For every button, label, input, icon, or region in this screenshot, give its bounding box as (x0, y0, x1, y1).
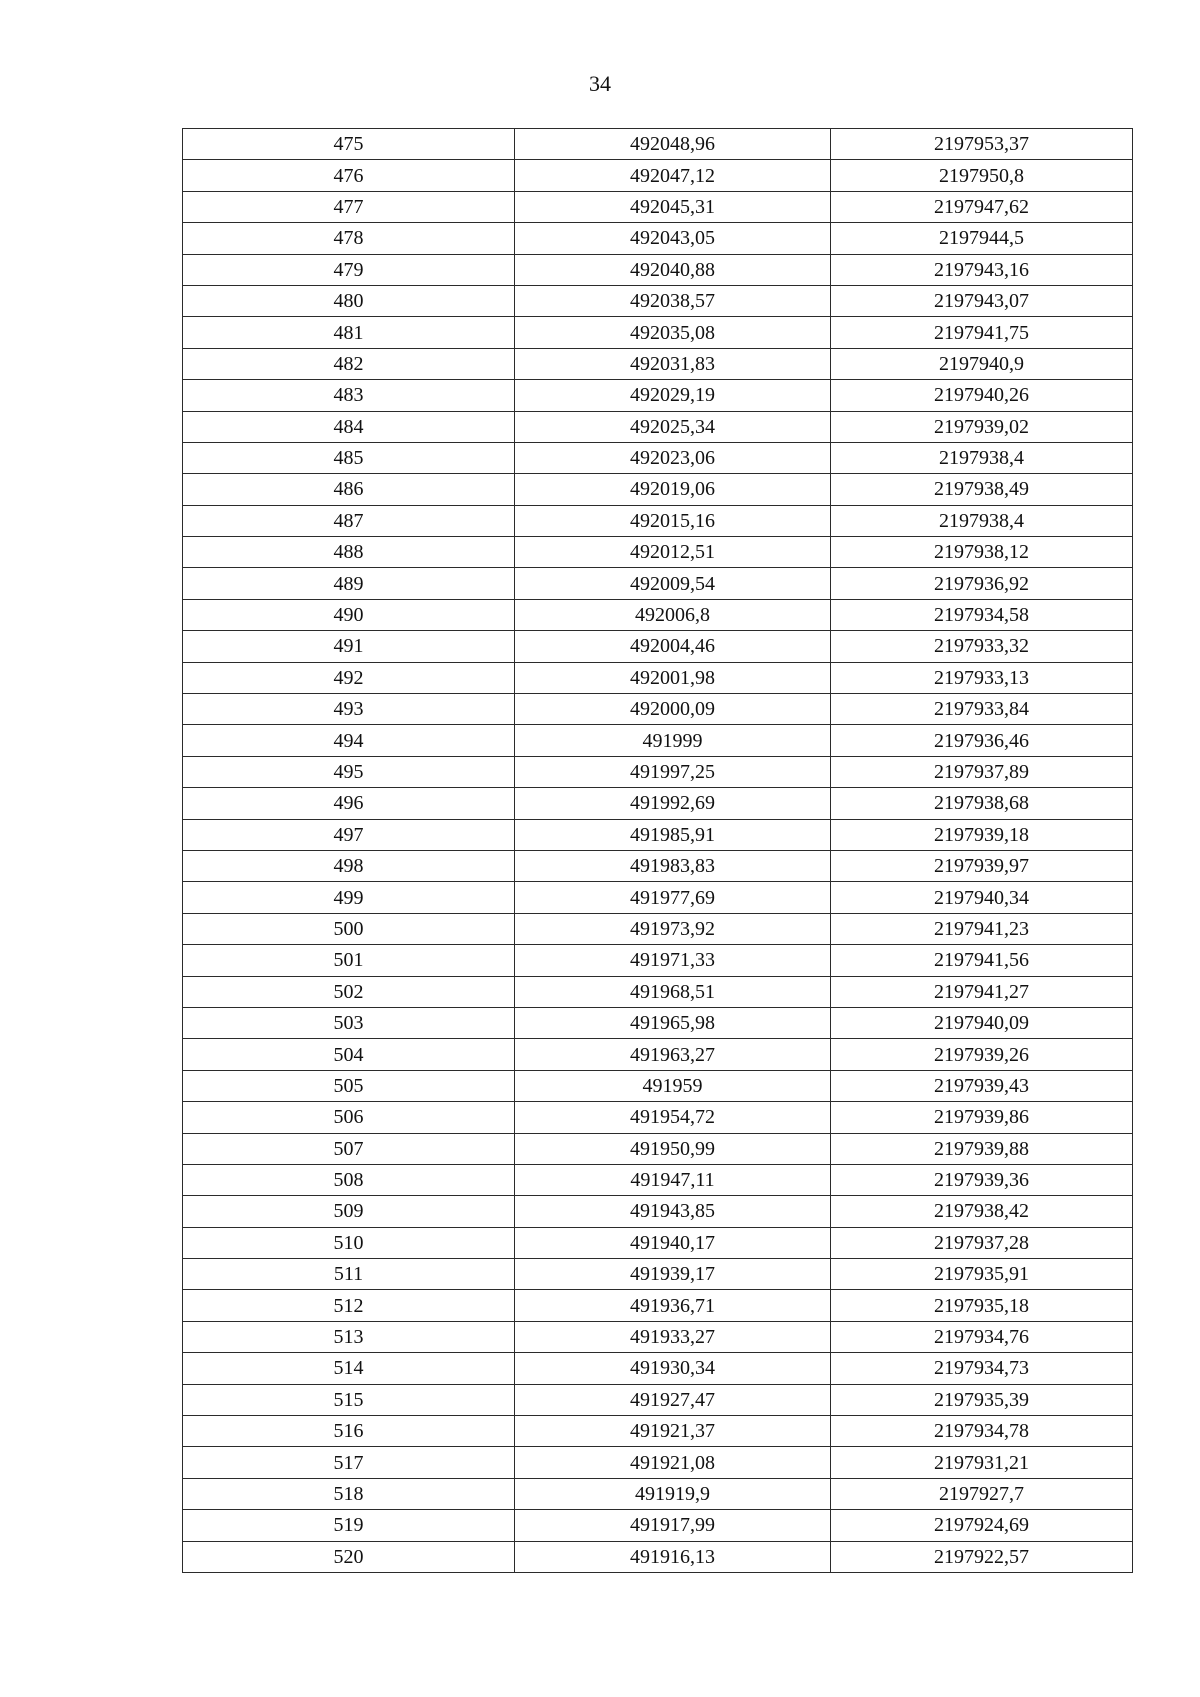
point-number-cell: 509 (183, 1196, 515, 1227)
table-row (183, 1164, 1133, 1195)
table-row (183, 694, 1133, 725)
table-row (183, 662, 1133, 693)
x-coordinate-cell: 492023,06 (515, 442, 831, 473)
x-coordinate-cell: 491916,13 (515, 1541, 831, 1572)
table-row (183, 1384, 1133, 1415)
table-row (183, 1321, 1133, 1352)
point-number-cell: 511 (183, 1259, 515, 1290)
coordinates-table-body (183, 129, 1133, 1573)
y-coordinate-cell: 2197941,27 (831, 976, 1133, 1007)
x-coordinate-cell: 492040,88 (515, 254, 831, 285)
x-coordinate-cell: 491963,27 (515, 1039, 831, 1070)
table-row (183, 1196, 1133, 1227)
point-number-cell: 497 (183, 819, 515, 850)
x-coordinate-cell: 492047,12 (515, 160, 831, 191)
x-coordinate-cell: 491921,08 (515, 1447, 831, 1478)
y-coordinate-cell: 2197936,92 (831, 568, 1133, 599)
y-coordinate-cell: 2197939,18 (831, 819, 1133, 850)
y-coordinate-cell: 2197931,21 (831, 1447, 1133, 1478)
y-coordinate-cell: 2197927,7 (831, 1478, 1133, 1509)
table-row (183, 1133, 1133, 1164)
y-coordinate-cell: 2197935,91 (831, 1259, 1133, 1290)
x-coordinate-cell: 491919,9 (515, 1478, 831, 1509)
table-row (183, 599, 1133, 630)
table-row (183, 285, 1133, 316)
table-row (183, 1416, 1133, 1447)
y-coordinate-cell: 2197938,68 (831, 788, 1133, 819)
x-coordinate-cell: 491950,99 (515, 1133, 831, 1164)
table-row (183, 568, 1133, 599)
y-coordinate-cell: 2197937,89 (831, 756, 1133, 787)
point-number-cell: 478 (183, 223, 515, 254)
table-row (183, 1007, 1133, 1038)
point-number-cell: 519 (183, 1510, 515, 1541)
y-coordinate-cell: 2197936,46 (831, 725, 1133, 756)
y-coordinate-cell: 2197922,57 (831, 1541, 1133, 1572)
y-coordinate-cell: 2197938,42 (831, 1196, 1133, 1227)
y-coordinate-cell: 2197933,13 (831, 662, 1133, 693)
table-row (183, 882, 1133, 913)
point-number-cell: 480 (183, 285, 515, 316)
point-number-cell: 489 (183, 568, 515, 599)
y-coordinate-cell: 2197935,18 (831, 1290, 1133, 1321)
x-coordinate-cell: 491940,17 (515, 1227, 831, 1258)
table-row (183, 631, 1133, 662)
x-coordinate-cell: 492038,57 (515, 285, 831, 316)
x-coordinate-cell: 492043,05 (515, 223, 831, 254)
table-row (183, 1039, 1133, 1070)
x-coordinate-cell: 491971,33 (515, 945, 831, 976)
table-row (183, 442, 1133, 473)
y-coordinate-cell: 2197939,88 (831, 1133, 1133, 1164)
point-number-cell: 507 (183, 1133, 515, 1164)
y-coordinate-cell: 2197940,26 (831, 380, 1133, 411)
y-coordinate-cell: 2197941,75 (831, 317, 1133, 348)
x-coordinate-cell: 491947,11 (515, 1164, 831, 1195)
table-row (183, 788, 1133, 819)
x-coordinate-cell: 491973,92 (515, 913, 831, 944)
y-coordinate-cell: 2197938,49 (831, 474, 1133, 505)
point-number-cell: 481 (183, 317, 515, 348)
x-coordinate-cell: 492048,96 (515, 129, 831, 160)
y-coordinate-cell: 2197940,34 (831, 882, 1133, 913)
point-number-cell: 504 (183, 1039, 515, 1070)
y-coordinate-cell: 2197950,8 (831, 160, 1133, 191)
point-number-cell: 484 (183, 411, 515, 442)
y-coordinate-cell: 2197934,58 (831, 599, 1133, 630)
table-row (183, 411, 1133, 442)
table-row (183, 1102, 1133, 1133)
table-row (183, 505, 1133, 536)
x-coordinate-cell: 492000,09 (515, 694, 831, 725)
table-row (183, 317, 1133, 348)
y-coordinate-cell: 2197943,16 (831, 254, 1133, 285)
table-row (183, 160, 1133, 191)
table-row (183, 913, 1133, 944)
point-number-cell: 496 (183, 788, 515, 819)
point-number-cell: 515 (183, 1384, 515, 1415)
table-row (183, 1227, 1133, 1258)
y-coordinate-cell: 2197944,5 (831, 223, 1133, 254)
point-number-cell: 486 (183, 474, 515, 505)
x-coordinate-cell: 491983,83 (515, 850, 831, 881)
x-coordinate-cell: 492001,98 (515, 662, 831, 693)
point-number-cell: 499 (183, 882, 515, 913)
x-coordinate-cell: 491959 (515, 1070, 831, 1101)
point-number-cell: 494 (183, 725, 515, 756)
point-number-cell: 491 (183, 631, 515, 662)
x-coordinate-cell: 492035,08 (515, 317, 831, 348)
point-number-cell: 475 (183, 129, 515, 160)
table-row (183, 537, 1133, 568)
x-coordinate-cell: 491985,91 (515, 819, 831, 850)
y-coordinate-cell: 2197939,02 (831, 411, 1133, 442)
y-coordinate-cell: 2197933,32 (831, 631, 1133, 662)
point-number-cell: 516 (183, 1416, 515, 1447)
point-number-cell: 503 (183, 1007, 515, 1038)
point-number-cell: 508 (183, 1164, 515, 1195)
page-number: 34 (589, 71, 611, 96)
table-row (183, 819, 1133, 850)
point-number-cell: 487 (183, 505, 515, 536)
point-number-cell: 495 (183, 756, 515, 787)
x-coordinate-cell: 492012,51 (515, 537, 831, 568)
y-coordinate-cell: 2197933,84 (831, 694, 1133, 725)
y-coordinate-cell: 2197939,36 (831, 1164, 1133, 1195)
table-row (183, 1070, 1133, 1101)
x-coordinate-cell: 491968,51 (515, 976, 831, 1007)
point-number-cell: 512 (183, 1290, 515, 1321)
point-number-cell: 477 (183, 191, 515, 222)
coordinates-table (182, 128, 1133, 1573)
point-number-cell: 518 (183, 1478, 515, 1509)
point-number-cell: 517 (183, 1447, 515, 1478)
table-row (183, 1510, 1133, 1541)
y-coordinate-cell: 2197935,39 (831, 1384, 1133, 1415)
y-coordinate-cell: 2197947,62 (831, 191, 1133, 222)
y-coordinate-cell: 2197939,86 (831, 1102, 1133, 1133)
table-row (183, 1353, 1133, 1384)
y-coordinate-cell: 2197937,28 (831, 1227, 1133, 1258)
y-coordinate-cell: 2197938,4 (831, 442, 1133, 473)
point-number-cell: 514 (183, 1353, 515, 1384)
x-coordinate-cell: 492009,54 (515, 568, 831, 599)
table-row (183, 1290, 1133, 1321)
table-row (183, 756, 1133, 787)
y-coordinate-cell: 2197934,76 (831, 1321, 1133, 1352)
y-coordinate-cell: 2197943,07 (831, 285, 1133, 316)
x-coordinate-cell: 491954,72 (515, 1102, 831, 1133)
point-number-cell: 506 (183, 1102, 515, 1133)
table-row (183, 1259, 1133, 1290)
point-number-cell: 493 (183, 694, 515, 725)
x-coordinate-cell: 492025,34 (515, 411, 831, 442)
y-coordinate-cell: 2197953,37 (831, 129, 1133, 160)
y-coordinate-cell: 2197938,12 (831, 537, 1133, 568)
point-number-cell: 505 (183, 1070, 515, 1101)
point-number-cell: 488 (183, 537, 515, 568)
x-coordinate-cell: 492019,06 (515, 474, 831, 505)
point-number-cell: 479 (183, 254, 515, 285)
x-coordinate-cell: 491997,25 (515, 756, 831, 787)
y-coordinate-cell: 2197939,43 (831, 1070, 1133, 1101)
table-row (183, 1541, 1133, 1572)
y-coordinate-cell: 2197939,97 (831, 850, 1133, 881)
table-row (183, 191, 1133, 222)
point-number-cell: 498 (183, 850, 515, 881)
table-row (183, 725, 1133, 756)
x-coordinate-cell: 491965,98 (515, 1007, 831, 1038)
table-row (183, 945, 1133, 976)
table-row (183, 976, 1133, 1007)
y-coordinate-cell: 2197939,26 (831, 1039, 1133, 1070)
x-coordinate-cell: 492015,16 (515, 505, 831, 536)
x-coordinate-cell: 491921,37 (515, 1416, 831, 1447)
x-coordinate-cell: 492006,8 (515, 599, 831, 630)
x-coordinate-cell: 491930,34 (515, 1353, 831, 1384)
table-row (183, 348, 1133, 379)
x-coordinate-cell: 491992,69 (515, 788, 831, 819)
x-coordinate-cell: 491927,47 (515, 1384, 831, 1415)
x-coordinate-cell: 492031,83 (515, 348, 831, 379)
point-number-cell: 482 (183, 348, 515, 379)
y-coordinate-cell: 2197934,73 (831, 1353, 1133, 1384)
point-number-cell: 476 (183, 160, 515, 191)
table-row (183, 223, 1133, 254)
point-number-cell: 520 (183, 1541, 515, 1572)
x-coordinate-cell: 491943,85 (515, 1196, 831, 1227)
x-coordinate-cell: 491999 (515, 725, 831, 756)
table-row (183, 1478, 1133, 1509)
y-coordinate-cell: 2197941,56 (831, 945, 1133, 976)
point-number-cell: 501 (183, 945, 515, 976)
x-coordinate-cell: 492045,31 (515, 191, 831, 222)
point-number-cell: 490 (183, 599, 515, 630)
x-coordinate-cell: 492029,19 (515, 380, 831, 411)
x-coordinate-cell: 491939,17 (515, 1259, 831, 1290)
table-row (183, 1447, 1133, 1478)
y-coordinate-cell: 2197941,23 (831, 913, 1133, 944)
table-row (183, 850, 1133, 881)
table-row (183, 474, 1133, 505)
x-coordinate-cell: 492004,46 (515, 631, 831, 662)
x-coordinate-cell: 491933,27 (515, 1321, 831, 1352)
x-coordinate-cell: 491917,99 (515, 1510, 831, 1541)
table-row (183, 254, 1133, 285)
x-coordinate-cell: 491977,69 (515, 882, 831, 913)
table-row (183, 380, 1133, 411)
table-row (183, 129, 1133, 160)
y-coordinate-cell: 2197934,78 (831, 1416, 1133, 1447)
x-coordinate-cell: 491936,71 (515, 1290, 831, 1321)
point-number-cell: 492 (183, 662, 515, 693)
y-coordinate-cell: 2197940,9 (831, 348, 1133, 379)
point-number-cell: 500 (183, 913, 515, 944)
y-coordinate-cell: 2197924,69 (831, 1510, 1133, 1541)
y-coordinate-cell: 2197938,4 (831, 505, 1133, 536)
y-coordinate-cell: 2197940,09 (831, 1007, 1133, 1038)
point-number-cell: 510 (183, 1227, 515, 1258)
point-number-cell: 502 (183, 976, 515, 1007)
point-number-cell: 513 (183, 1321, 515, 1352)
point-number-cell: 485 (183, 442, 515, 473)
point-number-cell: 483 (183, 380, 515, 411)
